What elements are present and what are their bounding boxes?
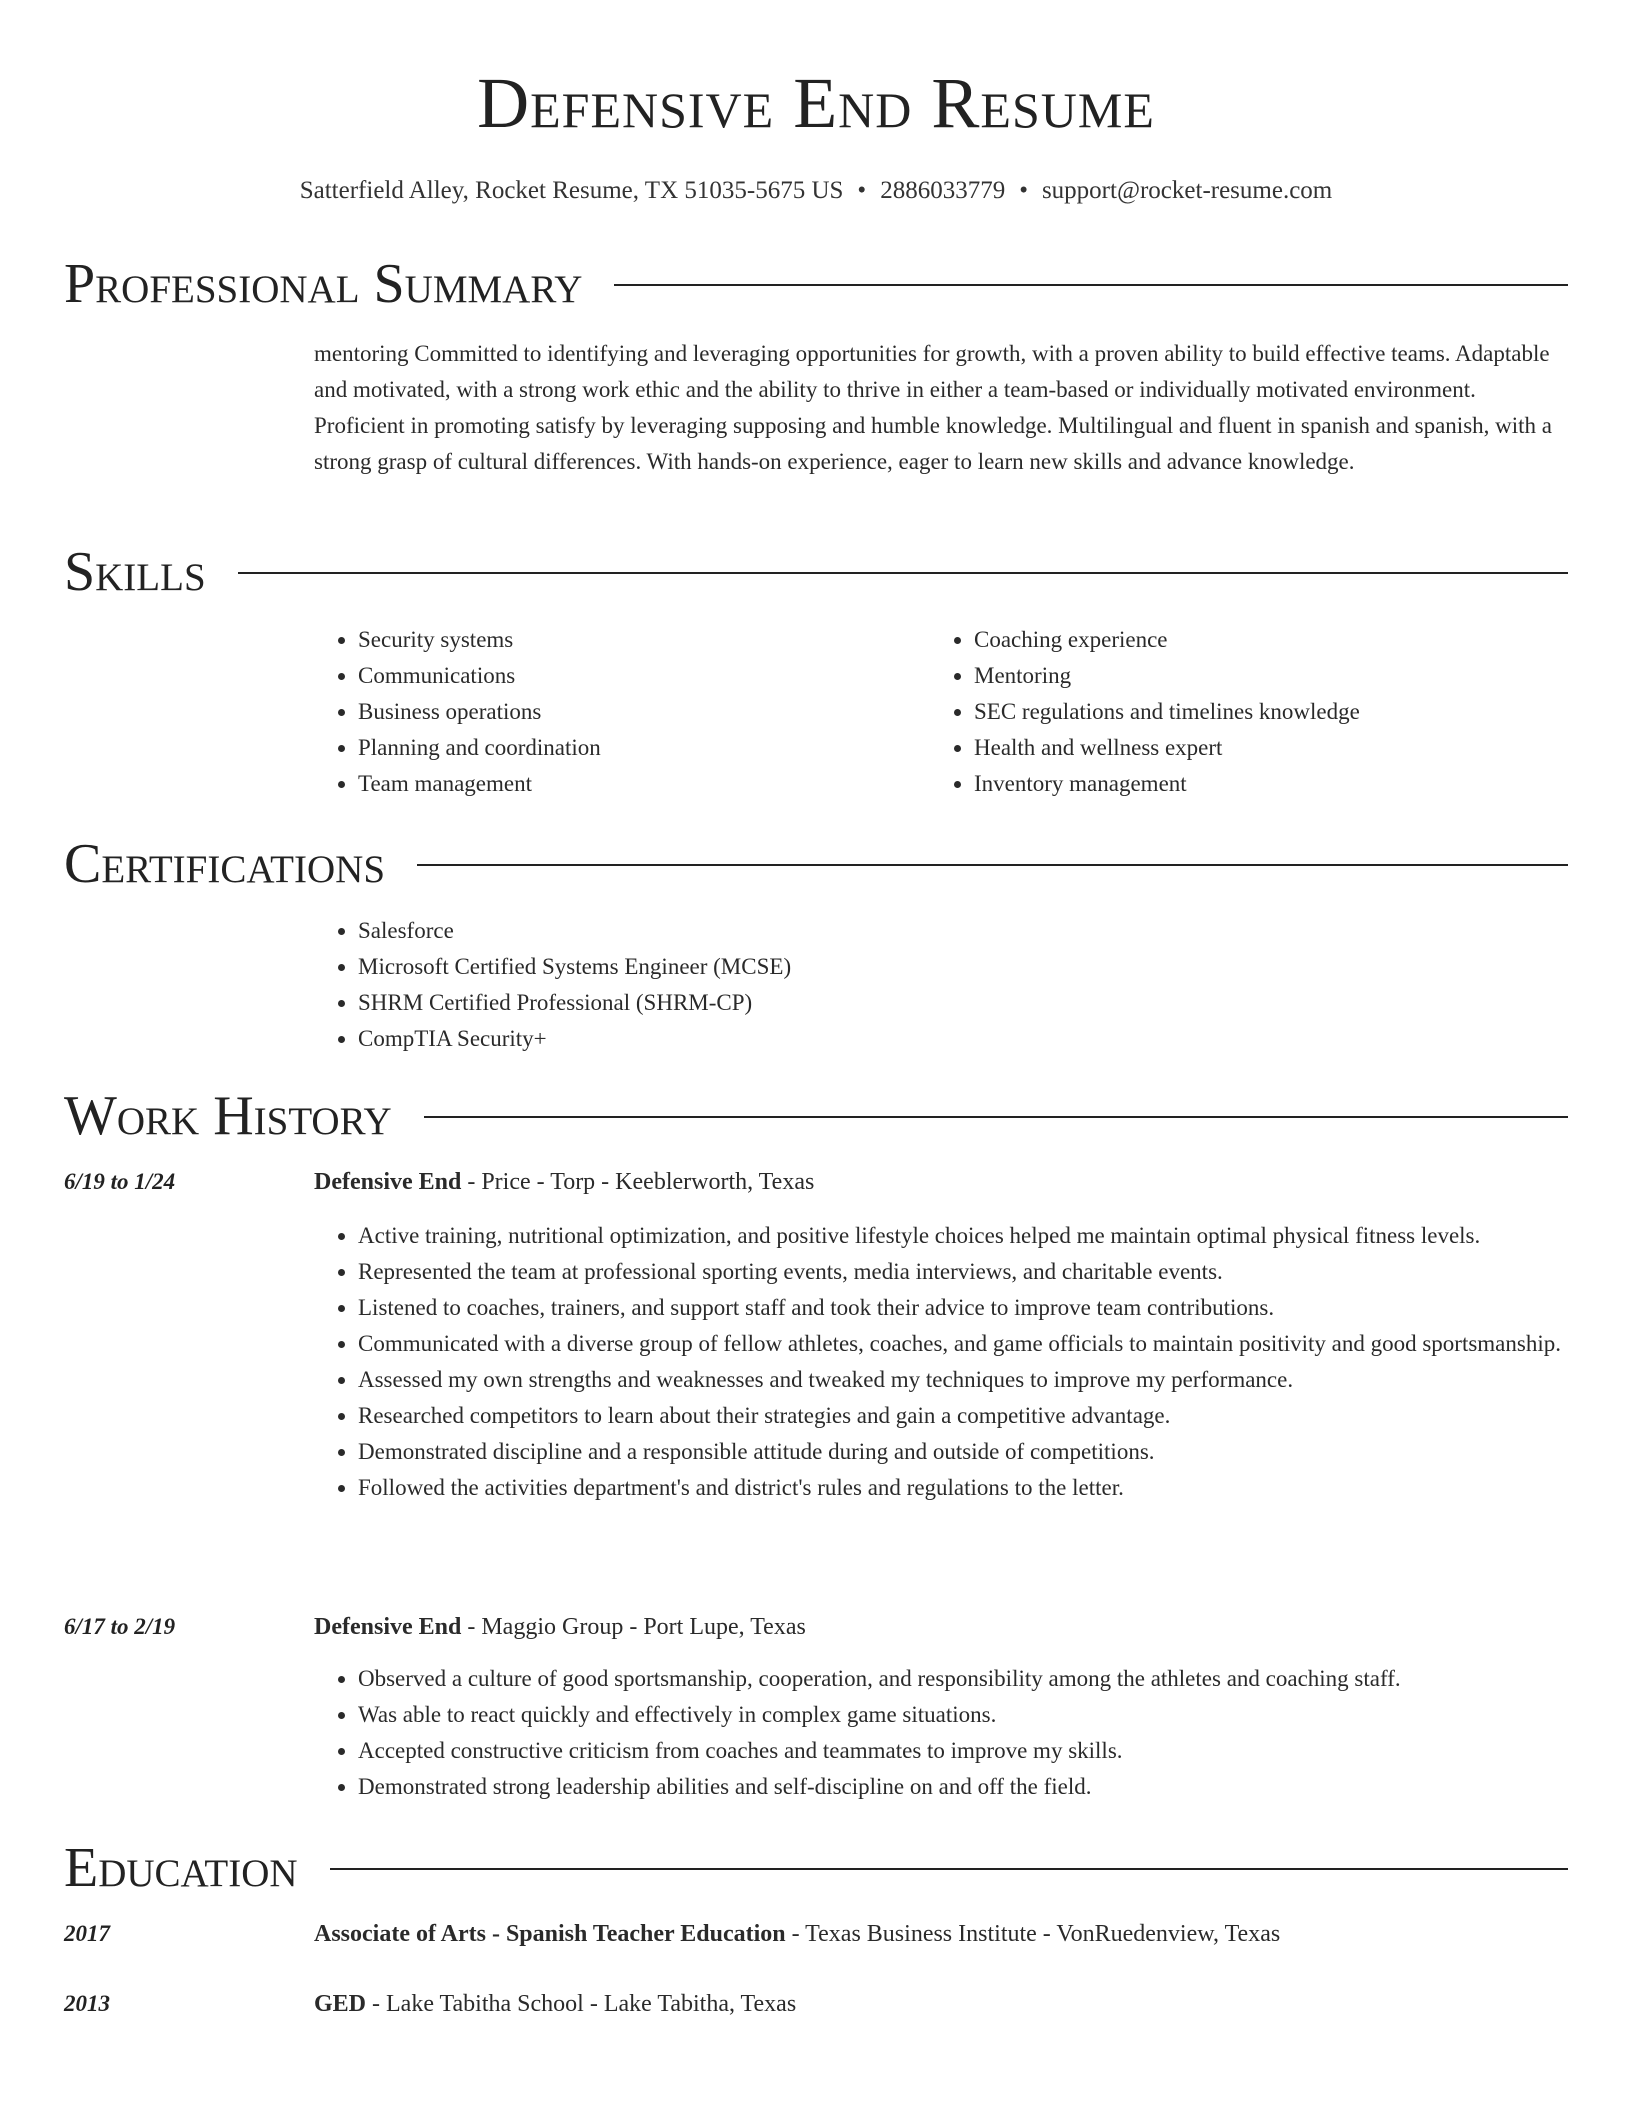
summary-section [314,336,1568,480]
skill-item: • Coaching experience [974,622,1546,658]
skill-item: • Planning and coordination [358,730,930,766]
skill-item: • Team management [358,766,930,802]
education-entry [314,1986,1568,2022]
section-divider [330,1868,1568,1870]
section-divider [614,284,1568,286]
skill-item: • Mentoring [974,658,1546,694]
summary-section-header [64,252,1568,316]
contact-phone[interactable]: 2886033779 [880,177,1006,204]
summary-section-title: Professional Summary [64,253,583,315]
certification-item: • SHRM Certified Professional (SHRM-CP) [358,985,1568,1021]
job-duty: • Represented the team at professional sporting events, media interviews, and charitable events. [358,1254,1568,1290]
skill-item: • Inventory management [974,766,1546,802]
summary-text: mentoring Committed to identifying and leveraging opportunities for growth, with a proven ability to build effective teams. Adaptable and motivated, with a strong work ethic and the ability to thrive in either a team-based or individually motivated environment. Proficient in promoting satisfy by leveraging supposing and humble knowledge. Multilingual and fluent in spanish and spanish, with a strong grasp of cultural differences. With hands-on experience, eager to learn new skills and advance knowledge. [314,341,1552,474]
education-degree: GED [314,1991,367,2017]
contact-separator: • [857,177,867,204]
education-section-title: Education [64,1837,298,1899]
certification-item: • CompTIA Security+ [358,1021,1568,1057]
certifications-section [314,913,1568,1057]
job-title-line [314,1609,1568,1645]
skills-section-header [64,540,1568,604]
job-duty: • Demonstrated strong leadership abilities and self-discipline on and off the field. [358,1769,1568,1805]
job-dates: 6/17 to 2/19 [64,1614,176,1639]
skills-list-right [930,622,1546,802]
contact-line [0,174,1632,208]
work-section-title: Work History [64,1085,392,1147]
job-duties-list [314,1218,1568,1506]
education-details: - Texas Business Institute - VonRuedenview, Texas [785,1921,1281,1947]
education-line [314,1916,1568,1952]
job-duty: • Researched competitors to learn about their strategies and gain a competitive advantage. [358,1398,1568,1434]
skills-section-title: Skills [64,541,206,603]
job-duty: • Demonstrated discipline and a responsible attitude during and outside of competitions. [358,1434,1568,1470]
education-year: 2013 [64,1991,110,2016]
contact-email[interactable]: support@rocket-resume.com [1041,177,1333,204]
skill-item: • Health and wellness expert [974,730,1546,766]
section-divider [424,1116,1568,1118]
education-degree: Associate of Arts - Spanish Teacher Education [314,1921,786,1947]
skill-item: • Security systems [358,622,930,658]
job-role: Defensive End [314,1614,462,1640]
education-details: - Lake Tabitha School - Lake Tabitha, Texas [366,1991,797,2017]
certification-item: • Microsoft Certified Systems Engineer (MCSE) [358,949,1568,985]
job-title-line [314,1164,1568,1200]
contact-separator: • [1019,177,1028,204]
certifications-section-header [64,832,1568,896]
job-duty: • Was able to react quickly and effectively in complex game situations. [358,1697,1568,1733]
skills-list-left [314,622,930,802]
job-details: - Price - Torp - Keeblerworth, Texas [461,1169,815,1195]
job-duty: • Listened to coaches, trainers, and support staff and took their advice to improve team contributions. [358,1290,1568,1326]
job-details: - Maggio Group - Port Lupe, Texas [461,1614,806,1640]
contact-address: Satterfield Alley, Rocket Resume, TX 51035-5675 US [299,177,844,204]
skill-item: • SEC regulations and timelines knowledge [974,694,1546,730]
certifications-section-title: Certifications [64,833,386,895]
job-duty: • Followed the activities department's and district's rules and regulations to the letter. [358,1470,1568,1506]
certification-item: • Salesforce [358,913,1568,949]
education-year: 2017 [64,1921,110,1946]
job-duty: • Active training, nutritional optimization, and positive lifestyle choices helped me maintain optimal physical fitness levels. [358,1218,1568,1254]
education-entry [314,1916,1568,1952]
job-duty: • Communicated with a diverse group of fellow athletes, coaches, and game officials to maintain positivity and good sportsmanship. [358,1326,1568,1362]
education-line [314,1986,1568,2022]
job-dates: 6/19 to 1/24 [64,1169,176,1194]
job-duties-list [314,1661,1568,1805]
skill-item: • Business operations [358,694,930,730]
certifications-list [314,913,1568,1057]
section-divider [417,864,1568,866]
resume-title: Defensive End Resume [477,63,1155,143]
job-entry [314,1609,1568,1805]
education-section-header [64,1836,1568,1900]
job-role: Defensive End [314,1169,462,1195]
job-duty: • Observed a culture of good sportsmanship, cooperation, and responsibility among the athletes and coaching staff. [358,1661,1568,1697]
work-section-header [64,1084,1568,1148]
skill-item: • Communications [358,658,930,694]
section-divider [238,572,1568,574]
job-duty: • Accepted constructive criticism from coaches and teammates to improve my skills. [358,1733,1568,1769]
skills-section [314,622,1568,802]
job-duty: • Assessed my own strengths and weaknesses and tweaked my techniques to improve my performance. [358,1362,1568,1398]
job-entry [314,1164,1568,1506]
